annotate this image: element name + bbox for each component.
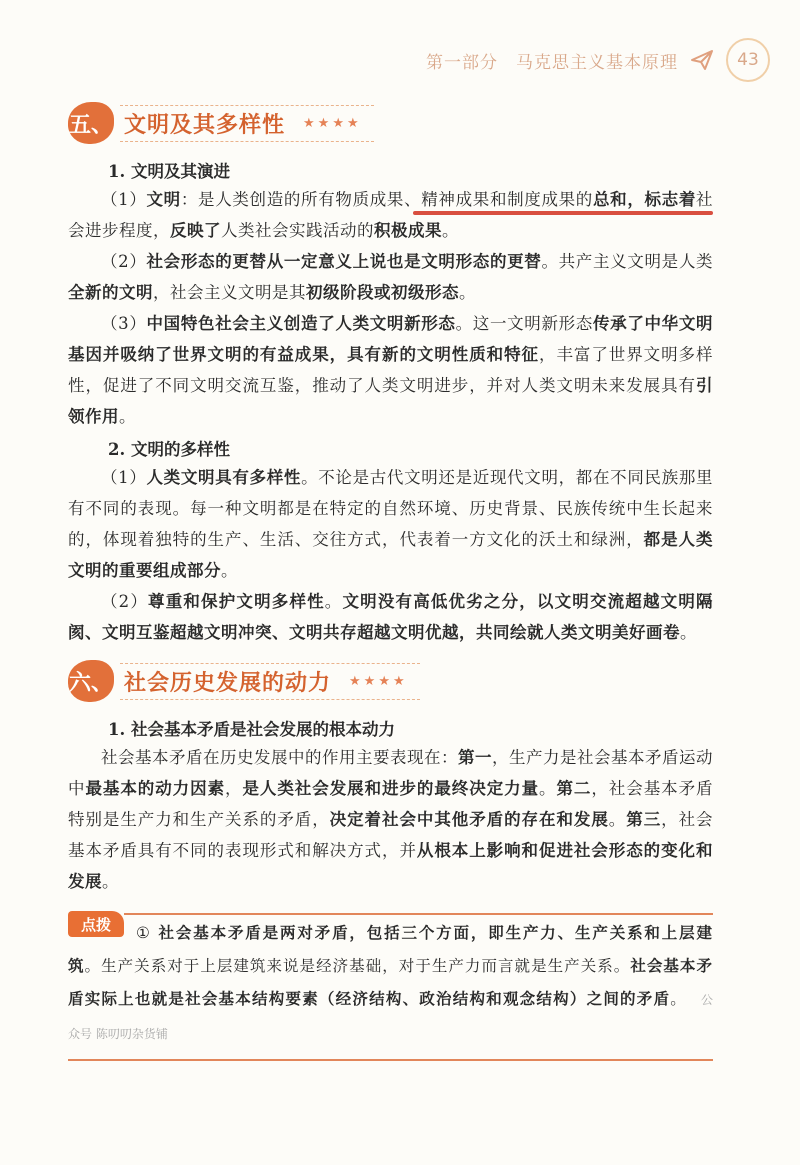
paragraph: （2）社会形态的更替从一定意义上说也是文明形态的更替。共产主义文明是人类全新的文明，社会主义文明是其初级阶段或初级形态。 — [68, 252, 714, 302]
subheading-civilization-evolution: 1. 文明及其演进 — [108, 162, 230, 181]
paragraph: （1）人类文明具有多样性。不论是古代文明还是近现代文明，都在不同民族那里有不同的表现。每一种文明都是在特定的自然环境、历史背景、民族传统中生长起来的，体现着独特的生产、生活、交往方式，代表着一方文化的沃土和绿洲，都是人类文明的重要组成部分。 — [68, 468, 714, 580]
watermark: 公众号 陈叨叨杂货铺 — [68, 993, 713, 1041]
paragraph: （1）文明：是人类创造的所有物质成果、精神成果和制度成果的总和，标志着社会进步程度，反映了人类社会实践活动的积极成果。 — [68, 190, 714, 240]
header-part: 第一部分 — [426, 52, 498, 73]
red-highlight-mark — [413, 211, 713, 215]
section-6-badge: 六、 — [68, 660, 114, 702]
paper-plane-icon — [690, 49, 714, 71]
subheading-basic-contradiction: 1. 社会基本矛盾是社会发展的根本动力 — [108, 720, 395, 739]
tip-box — [68, 911, 713, 1061]
section-6-heading — [68, 658, 713, 704]
importance-stars: ★★★★ — [303, 115, 362, 131]
section-6-title: 社会历史发展的动力 — [124, 669, 332, 696]
section-5-heading — [68, 100, 713, 146]
subheading-civilization-diversity: 2. 文明的多样性 — [108, 440, 230, 459]
tip-badge: 点拨 — [68, 911, 124, 937]
page-number: 43 — [726, 38, 770, 82]
section-5-badge: 五、 — [68, 102, 114, 144]
paragraph: 社会基本矛盾在历史发展中的作用主要表现在：第一，生产力是社会基本矛盾运动中最基本的动力因素，是人类社会发展和进步的最终决定力量。第二，社会基本矛盾特别是生产力和生产关系的矛盾，决定着社会中其他矛盾的存在和发展。第三，社会基本矛盾具有不同的表现形式和解决方式，并从根本上影响和促进社会形态的变化和发展。 — [68, 748, 714, 891]
page-content — [68, 100, 713, 1061]
paragraph: （2）尊重和保护文明多样性。文明没有高低优劣之分，以文明交流超越文明隔阂、文明互鉴超越文明冲突、文明共存超越文明优越，共同绘就人类文明美好画卷。 — [68, 592, 714, 642]
importance-stars: ★★★★ — [349, 673, 408, 689]
section-5-title: 文明及其多样性 — [124, 111, 286, 138]
paragraph: （3）中国特色社会主义创造了人类文明新形态。这一文明新形态传承了中华文明基因并吸纳了世界文明的有益成果，具有新的文明性质和特征，丰富了世界文明多样性，促进了不同文明交流互鉴，推动了人类文明进步，并对人类文明未来发展具有引领作用。 — [68, 314, 714, 426]
header-title: 马克思主义基本原理 — [516, 52, 678, 73]
page-header — [426, 40, 770, 80]
tip-text: ① 社会基本矛盾是两对矛盾，包括三个方面，即生产力、生产关系和上层建筑。生产关系对于上层建筑来说是经济基础，对于生产力而言就是生产关系。社会基本矛盾实际上也就是社会基本结构要素（经济结构、政治结构和观念结构）之间的矛盾。 公众号 陈叨叨杂货铺 — [68, 924, 713, 1041]
